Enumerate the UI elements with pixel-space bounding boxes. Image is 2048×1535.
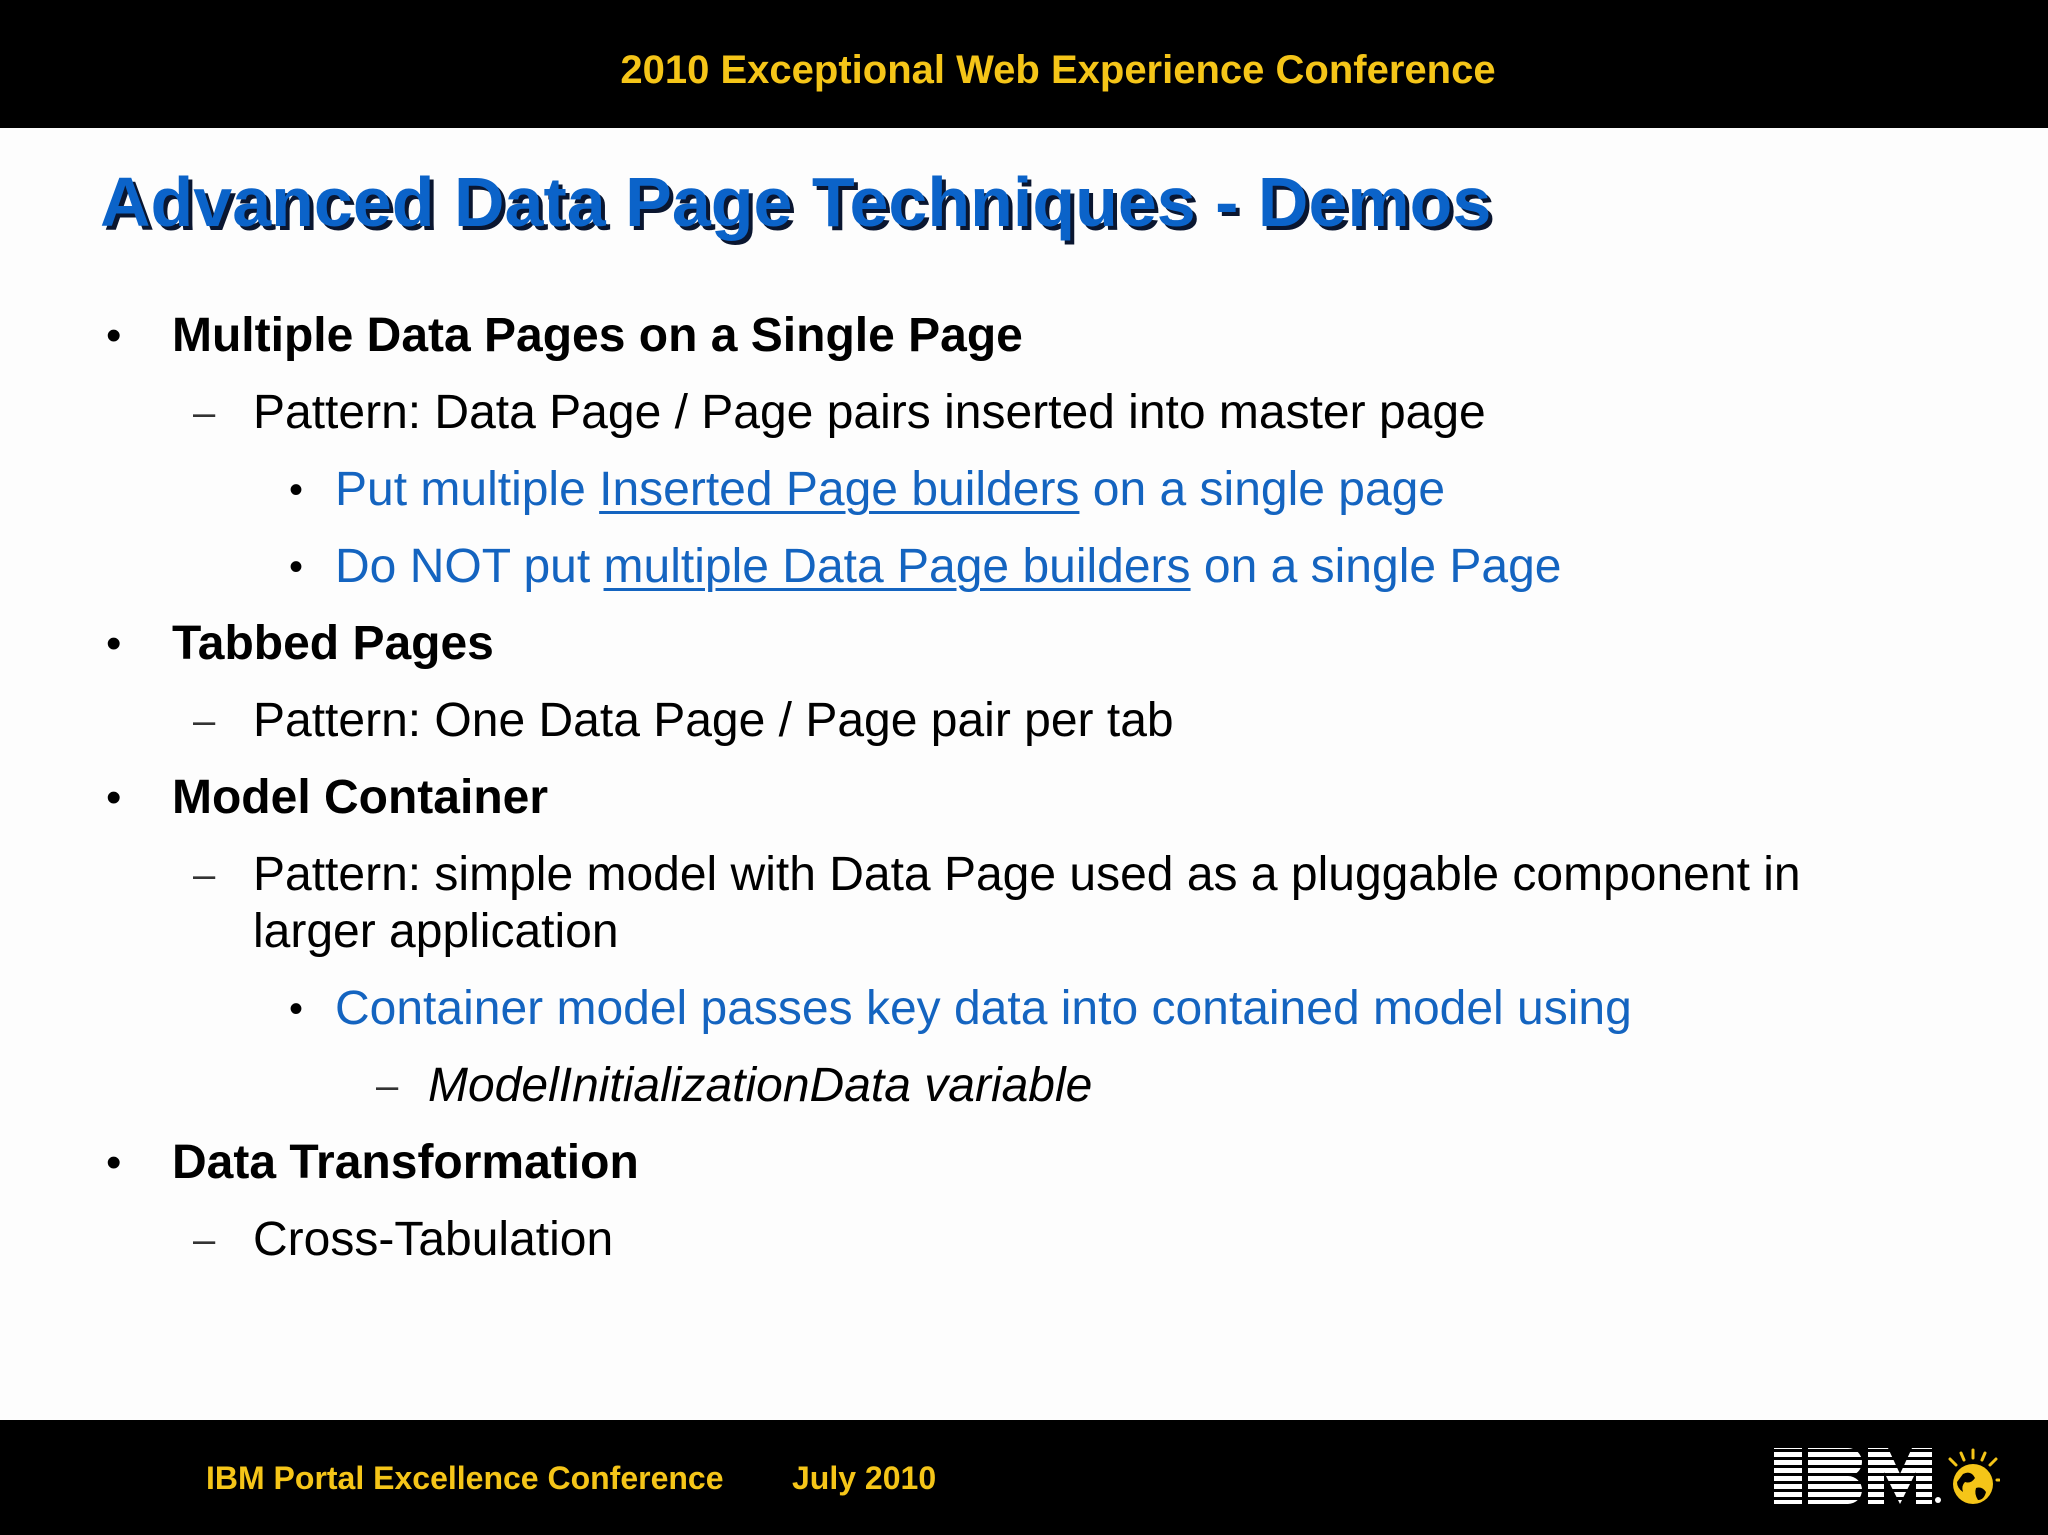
bullet-model-container	[106, 769, 549, 827]
sub-bullet-text: Pattern: One Data Page / Page pair per tab	[253, 694, 1174, 747]
bullet-marker: •	[106, 1138, 122, 1187]
bullet-multiple-data-pages	[106, 307, 1023, 365]
sub-bullet-pattern-simple-model	[193, 846, 1801, 904]
sub-item-model-init-data	[376, 1057, 1093, 1115]
bullet-marker: •	[106, 311, 122, 360]
dash-marker: –	[193, 699, 216, 743]
footer-conference: IBM Portal Excellence Conference	[206, 1460, 724, 1496]
item-text-before: Put multiple	[335, 463, 600, 516]
bullet-marker: •	[289, 545, 304, 589]
multiple-data-page-builders-link[interactable]: multiple Data Page builders	[603, 540, 1191, 593]
bullet-marker: •	[106, 773, 122, 822]
dash-marker: –	[193, 391, 216, 435]
item-put-multiple-inserted	[289, 461, 1446, 519]
sub-item-text: ModelInitializationData variable	[428, 1059, 1093, 1112]
item-text-after: on a single Page	[1190, 540, 1562, 593]
ibm-logo-icon	[1768, 1436, 2000, 1516]
bullet-marker: •	[106, 619, 122, 668]
dash-marker: –	[193, 1218, 216, 1262]
bullet-text: Model Container	[172, 771, 549, 824]
bullet-marker: •	[289, 987, 304, 1031]
sub-bullet-cross-tabulation	[193, 1211, 614, 1269]
item-text-before: Do NOT put	[335, 540, 604, 593]
sub-bullet-text-line1: Pattern: simple model with Data Page used as a pluggable component in	[253, 848, 1801, 901]
bullet-tabbed-pages	[106, 615, 494, 673]
bullet-text: Data Transformation	[172, 1136, 639, 1189]
inserted-page-builders-link[interactable]: Inserted Page builders	[599, 463, 1080, 516]
footer-date: July 2010	[792, 1460, 937, 1496]
slide-title: Advanced Data Page Techniques - Demos	[100, 163, 1492, 241]
sub-bullet-text: Cross-Tabulation	[253, 1213, 614, 1266]
sub-bullet-pattern-tab	[193, 692, 1174, 750]
bullet-marker: •	[289, 468, 304, 512]
sub-bullet-text: Pattern: Data Page / Page pairs inserted into master page	[253, 386, 1486, 439]
dash-marker: –	[376, 1064, 399, 1108]
sub-bullet-text-line2: larger application	[253, 905, 619, 958]
dash-marker: –	[193, 853, 216, 897]
sub-bullet-pattern-inserted	[193, 384, 1486, 442]
conference-title: 2010 Exceptional Web Experience Conference	[620, 48, 1496, 92]
bullet-text: Multiple Data Pages on a Single Page	[172, 309, 1023, 362]
bullet-text: Tabbed Pages	[172, 617, 494, 670]
item-do-not-put-multiple	[289, 538, 1562, 596]
item-text: Container model passes key data into contained model using	[335, 982, 1632, 1035]
item-text-after: on a single page	[1079, 463, 1446, 516]
bullet-data-transformation	[106, 1134, 639, 1192]
item-container-model-passes	[289, 980, 1632, 1038]
